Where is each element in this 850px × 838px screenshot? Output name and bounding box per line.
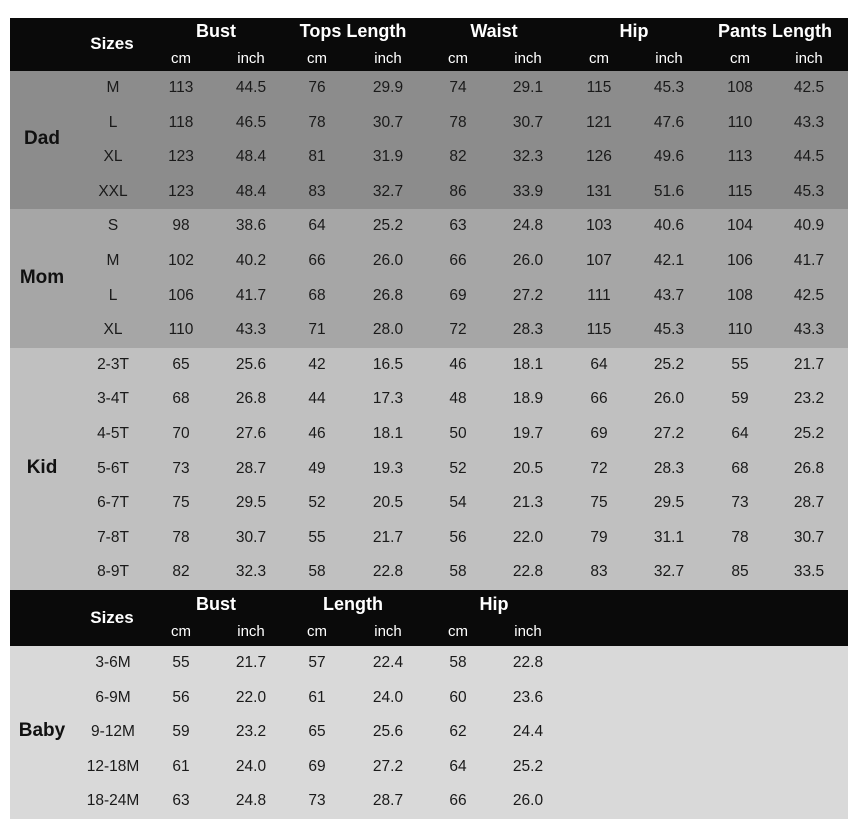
unit-inch: inch	[374, 622, 402, 640]
value-cell: 25.2	[512, 757, 544, 775]
value-cell: 61	[172, 757, 190, 775]
table-row	[10, 244, 848, 279]
value-cell: 20.5	[512, 459, 544, 477]
value-cell: 118	[168, 113, 194, 131]
size-cell: 6-7T	[97, 494, 129, 512]
value-cell: 65	[172, 355, 190, 373]
group-label: Baby	[18, 720, 66, 742]
value-cell: 51.6	[653, 182, 685, 200]
value-cell: 29.1	[512, 79, 544, 96]
value-cell: 98	[172, 217, 190, 235]
value-cell: 41.7	[235, 286, 267, 304]
value-cell: 26.0	[653, 390, 685, 408]
size-cell: XL	[103, 148, 123, 166]
value-cell: 70	[172, 424, 190, 442]
size-group	[10, 209, 848, 347]
value-cell: 54	[449, 494, 467, 512]
size-group	[10, 348, 848, 590]
value-cell: 16.5	[372, 355, 404, 373]
column-header: Pants Length	[717, 21, 832, 41]
size-cell: 18-24M	[86, 792, 140, 810]
value-cell: 75	[172, 494, 190, 512]
value-cell: 32.7	[372, 182, 404, 200]
size-cell: M	[106, 79, 120, 96]
value-cell: 42.5	[793, 286, 825, 304]
value-cell: 24.4	[512, 723, 544, 741]
value-cell: 82	[449, 148, 467, 166]
value-cell: 30.7	[372, 113, 404, 131]
value-cell: 45.3	[653, 79, 685, 96]
value-cell: 108	[727, 79, 753, 96]
size-cell: M	[106, 251, 120, 269]
value-cell: 73	[731, 494, 749, 512]
value-cell: 61	[308, 688, 326, 706]
size-cell: L	[108, 286, 118, 304]
table-row	[10, 417, 848, 452]
value-cell: 46	[308, 424, 326, 442]
size-cell: 5-6T	[97, 459, 129, 477]
value-cell: 102	[168, 251, 194, 269]
table-row	[10, 715, 848, 750]
value-cell: 29.9	[372, 79, 404, 96]
value-cell: 69	[308, 757, 326, 775]
value-cell: 78	[308, 113, 326, 131]
value-cell: 28.7	[235, 459, 267, 477]
value-cell: 19.3	[372, 459, 404, 477]
value-cell: 66	[449, 251, 467, 269]
value-cell: 126	[586, 148, 612, 166]
table-row	[10, 521, 848, 556]
unit-cm: cm	[730, 50, 750, 67]
column-header: Hip	[479, 593, 509, 614]
value-cell: 48.4	[235, 182, 267, 200]
value-cell: 43.3	[235, 321, 267, 339]
size-cell: 2-3T	[97, 355, 129, 373]
value-cell: 72	[449, 321, 467, 339]
value-cell: 106	[168, 286, 194, 304]
unit-cm: cm	[448, 50, 468, 67]
value-cell: 131	[586, 182, 612, 200]
value-cell: 103	[586, 217, 612, 235]
value-cell: 81	[308, 148, 326, 166]
value-cell: 123	[168, 182, 194, 200]
value-cell: 104	[727, 217, 753, 235]
value-cell: 58	[308, 563, 326, 581]
value-cell: 83	[308, 182, 326, 200]
unit-inch: inch	[237, 50, 265, 67]
value-cell: 26.0	[372, 251, 404, 269]
value-cell: 55	[308, 528, 326, 546]
value-cell: 30.7	[235, 528, 267, 546]
value-cell: 18.9	[512, 390, 544, 408]
size-cell: S	[107, 217, 119, 235]
header-baby	[10, 590, 848, 646]
value-cell: 29.5	[235, 494, 267, 512]
value-cell: 42.1	[653, 251, 685, 269]
unit-cm: cm	[448, 622, 468, 640]
value-cell: 44	[308, 390, 326, 408]
column-header: Hip	[619, 21, 649, 41]
value-cell: 25.6	[235, 355, 267, 373]
value-cell: 63	[449, 217, 467, 235]
table-row	[10, 486, 848, 521]
value-cell: 71	[308, 321, 326, 339]
value-cell: 55	[731, 355, 749, 373]
value-cell: 43.3	[793, 321, 825, 339]
column-header: Waist	[470, 21, 518, 41]
value-cell: 110	[727, 321, 753, 339]
value-cell: 21.7	[793, 355, 825, 373]
value-cell: 40.6	[653, 217, 685, 235]
value-cell: 63	[172, 792, 190, 810]
value-cell: 72	[590, 459, 608, 477]
value-cell: 110	[727, 113, 753, 131]
value-cell: 26.8	[372, 286, 404, 304]
size-chart	[10, 18, 848, 819]
value-cell: 52	[449, 459, 467, 477]
value-cell: 26.0	[512, 792, 544, 810]
size-group	[10, 71, 848, 209]
size-cell: 8-9T	[97, 563, 129, 581]
group-label: Dad	[24, 128, 60, 150]
value-cell: 32.3	[512, 148, 544, 166]
value-cell: 68	[731, 459, 749, 477]
table-row	[10, 555, 848, 590]
value-cell: 43.7	[653, 286, 685, 304]
unit-inch: inch	[514, 622, 542, 640]
table-row	[10, 348, 848, 383]
size-cell: XXL	[98, 182, 128, 200]
value-cell: 22.4	[372, 653, 404, 671]
value-cell: 33.9	[512, 182, 544, 200]
value-cell: 24.0	[372, 688, 404, 706]
value-cell: 123	[168, 148, 194, 166]
value-cell: 31.1	[653, 528, 685, 546]
value-cell: 106	[727, 251, 753, 269]
size-group	[10, 646, 848, 819]
value-cell: 73	[172, 459, 190, 477]
value-cell: 57	[308, 653, 326, 671]
value-cell: 60	[449, 688, 467, 706]
unit-cm: cm	[307, 50, 327, 67]
value-cell: 26.8	[793, 459, 825, 477]
table-row	[10, 313, 848, 348]
value-cell: 28.7	[372, 792, 404, 810]
value-cell: 69	[449, 286, 467, 304]
unit-cm: cm	[307, 622, 327, 640]
value-cell: 41.7	[793, 251, 825, 269]
value-cell: 49.6	[653, 148, 685, 166]
value-cell: 20.5	[372, 494, 404, 512]
value-cell: 111	[587, 286, 611, 304]
size-cell: L	[108, 113, 118, 131]
value-cell: 78	[172, 528, 190, 546]
value-cell: 113	[727, 148, 753, 166]
value-cell: 64	[590, 355, 608, 373]
size-cell: 3-4T	[97, 390, 129, 408]
value-cell: 27.2	[372, 757, 404, 775]
value-cell: 52	[308, 494, 326, 512]
value-cell: 66	[308, 251, 326, 269]
value-cell: 17.3	[372, 390, 404, 408]
value-cell: 22.0	[512, 528, 544, 546]
value-cell: 43.3	[793, 113, 825, 131]
size-cell: 3-6M	[95, 653, 131, 671]
table-row	[10, 646, 848, 681]
value-cell: 25.2	[372, 217, 404, 235]
unit-cm: cm	[171, 50, 191, 67]
value-cell: 86	[449, 182, 467, 200]
value-cell: 55	[172, 653, 190, 671]
value-cell: 18.1	[512, 355, 544, 373]
value-cell: 76	[308, 79, 326, 96]
value-cell: 113	[168, 79, 194, 96]
table-row	[10, 681, 848, 716]
value-cell: 64	[731, 424, 749, 442]
value-cell: 48.4	[235, 148, 267, 166]
value-cell: 22.8	[512, 653, 544, 671]
size-cell: 12-18M	[86, 757, 140, 775]
value-cell: 108	[727, 286, 753, 304]
size-cell: 9-12M	[91, 723, 135, 741]
table-row	[10, 175, 848, 210]
value-cell: 64	[308, 217, 326, 235]
group-label: Mom	[19, 266, 65, 288]
unit-cm: cm	[171, 622, 191, 640]
value-cell: 110	[168, 321, 194, 339]
value-cell: 23.2	[235, 723, 267, 741]
table-row	[10, 140, 848, 175]
value-cell: 56	[172, 688, 190, 706]
unit-inch: inch	[655, 50, 683, 67]
unit-inch: inch	[374, 50, 402, 67]
value-cell: 24.8	[512, 217, 544, 235]
value-cell: 22.8	[512, 563, 544, 581]
value-cell: 25.6	[372, 723, 404, 741]
value-cell: 31.9	[372, 148, 404, 166]
table-row	[10, 209, 848, 244]
table-row	[10, 750, 848, 785]
value-cell: 68	[308, 286, 326, 304]
value-cell: 83	[590, 563, 608, 581]
value-cell: 49	[308, 459, 326, 477]
value-cell: 18.1	[372, 424, 404, 442]
value-cell: 56	[449, 528, 467, 546]
size-cell: 4-5T	[97, 424, 129, 442]
size-cell: 6-9M	[95, 688, 131, 706]
value-cell: 59	[731, 390, 749, 408]
value-cell: 40.9	[793, 217, 825, 235]
value-cell: 33.5	[793, 563, 825, 581]
value-cell: 66	[449, 792, 467, 810]
value-cell: 115	[586, 321, 612, 339]
value-cell: 44.5	[793, 148, 825, 166]
baby-group	[10, 646, 848, 819]
value-cell: 22.8	[372, 563, 404, 581]
value-cell: 66	[590, 390, 608, 408]
adult-groups	[10, 71, 848, 590]
value-cell: 62	[449, 723, 467, 741]
value-cell: 26.8	[235, 390, 267, 408]
value-cell: 29.5	[653, 494, 685, 512]
value-cell: 32.3	[235, 563, 267, 581]
value-cell: 27.2	[512, 286, 544, 304]
value-cell: 24.8	[235, 792, 267, 810]
value-cell: 45.3	[653, 321, 685, 339]
value-cell: 28.0	[372, 321, 404, 339]
unit-inch: inch	[514, 50, 542, 67]
value-cell: 78	[731, 528, 749, 546]
value-cell: 28.7	[793, 494, 825, 512]
value-cell: 28.3	[512, 321, 544, 339]
value-cell: 21.7	[235, 653, 267, 671]
value-cell: 23.6	[512, 688, 544, 706]
sizes-header: Sizes	[90, 34, 134, 53]
group-label: Kid	[26, 456, 58, 478]
value-cell: 46	[449, 355, 467, 373]
value-cell: 27.2	[653, 424, 685, 442]
value-cell: 59	[172, 723, 190, 741]
value-cell: 44.5	[235, 79, 267, 96]
value-cell: 50	[449, 424, 467, 442]
value-cell: 23.2	[793, 390, 825, 408]
value-cell: 46.5	[235, 113, 267, 131]
value-cell: 107	[586, 251, 612, 269]
value-cell: 25.2	[793, 424, 825, 442]
value-cell: 115	[727, 182, 753, 200]
value-cell: 25.2	[653, 355, 685, 373]
size-cell: 7-8T	[97, 528, 129, 546]
column-header: Bust	[196, 21, 236, 41]
value-cell: 121	[586, 113, 612, 131]
value-cell: 32.7	[653, 563, 685, 581]
value-cell: 22.0	[235, 688, 267, 706]
column-header: Length	[323, 593, 383, 614]
table-row	[10, 279, 848, 314]
value-cell: 42.5	[793, 79, 825, 96]
value-cell: 45.3	[793, 182, 825, 200]
table-row	[10, 784, 848, 819]
value-cell: 85	[731, 563, 749, 581]
value-cell: 115	[586, 79, 612, 96]
value-cell: 40.2	[235, 251, 267, 269]
value-cell: 42	[308, 355, 326, 373]
value-cell: 26.0	[512, 251, 544, 269]
value-cell: 73	[308, 792, 326, 810]
value-cell: 82	[172, 563, 190, 581]
value-cell: 27.6	[235, 424, 267, 442]
column-header: Tops Length	[299, 21, 407, 41]
value-cell: 47.6	[653, 113, 685, 131]
value-cell: 79	[590, 528, 608, 546]
value-cell: 74	[449, 79, 467, 96]
table-row	[10, 106, 848, 141]
size-cell: XL	[103, 321, 123, 339]
unit-inch: inch	[237, 622, 265, 640]
value-cell: 30.7	[512, 113, 544, 131]
value-cell: 19.7	[512, 424, 544, 442]
table-row	[10, 71, 848, 106]
value-cell: 21.7	[372, 528, 404, 546]
table-row	[10, 382, 848, 417]
value-cell: 58	[449, 563, 467, 581]
value-cell: 38.6	[235, 217, 267, 235]
value-cell: 48	[449, 390, 467, 408]
value-cell: 65	[308, 723, 326, 741]
value-cell: 64	[449, 757, 467, 775]
unit-cm: cm	[589, 50, 609, 67]
value-cell: 24.0	[235, 757, 267, 775]
sizes-header: Sizes	[90, 607, 134, 627]
value-cell: 28.3	[653, 459, 685, 477]
value-cell: 68	[172, 390, 190, 408]
value-cell: 30.7	[793, 528, 825, 546]
value-cell: 21.3	[512, 494, 544, 512]
value-cell: 78	[449, 113, 467, 131]
column-header: Bust	[196, 593, 236, 614]
table-row	[10, 452, 848, 487]
value-cell: 69	[590, 424, 608, 442]
value-cell: 58	[449, 653, 467, 671]
unit-inch: inch	[795, 50, 823, 67]
header-adult	[10, 18, 848, 71]
value-cell: 75	[590, 494, 608, 512]
